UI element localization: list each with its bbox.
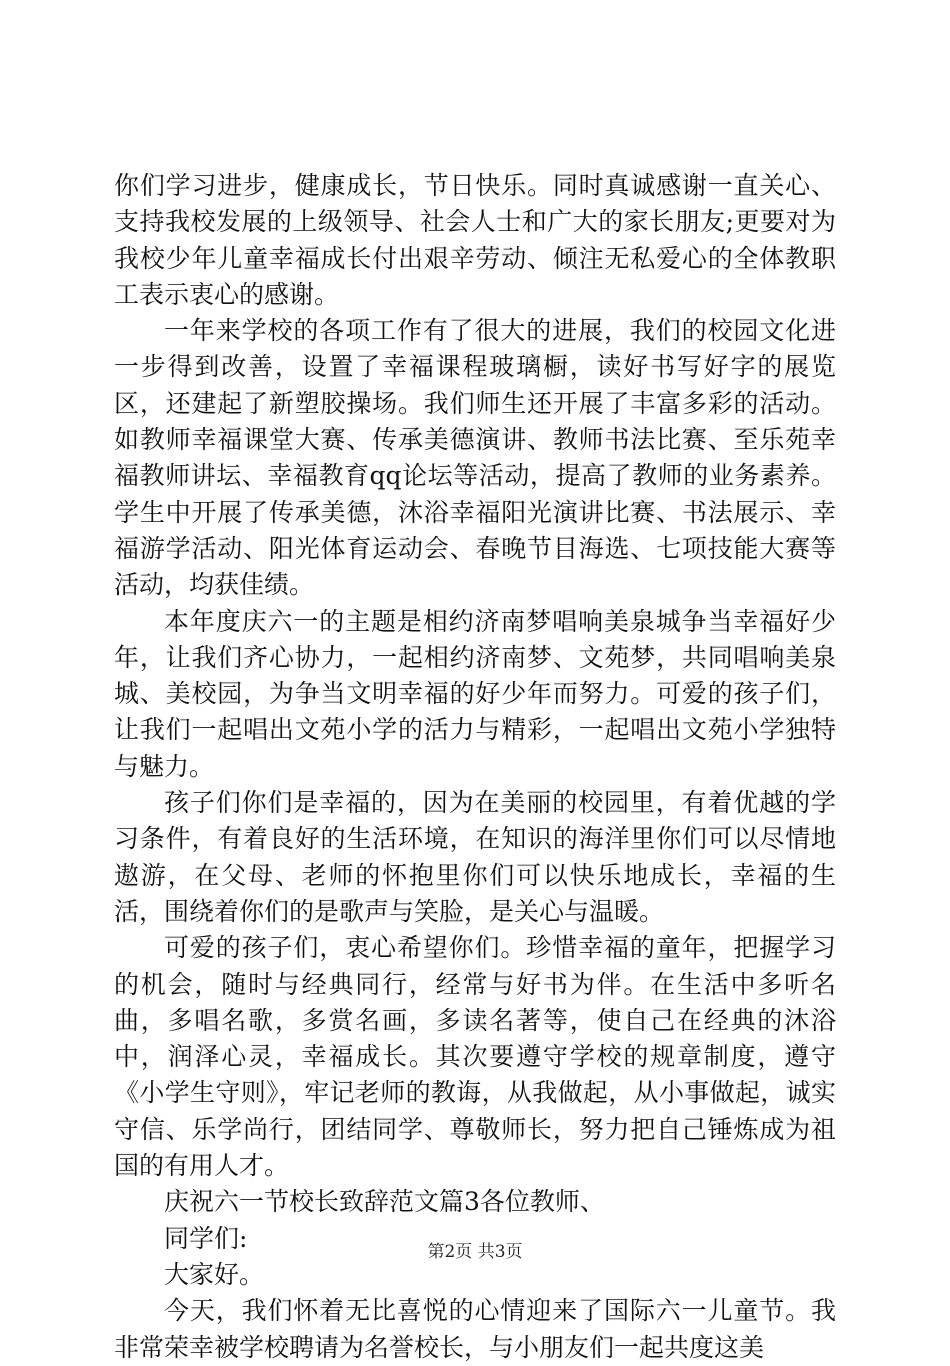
section-heading: 庆祝六一节校长致辞范文篇3各位教师、 [164,1187,605,1217]
paragraph-6: 今天，我们怀着无比喜悦的心情迎来了国际六一儿童节。我非常荣幸被学校聘请为名誉校长，与小朋友们一起共度这美 [114,1296,836,1362]
salutation-line: 同学们: [164,1223,248,1253]
paragraph-3: 本年度庆六一的主题是相约济南梦唱响美泉城争当幸福好少年，让我们齐心协力，一起相约济南梦、文苑梦，共同唱响美泉城、美校园，为争当文明幸福的好少年而努力。可爱的孩子们，让我们一起唱出文苑小学的活力与精彩，一起唱出文苑小学独特与魅力。 [114,606,836,781]
paragraph-5: 可爱的孩子们，衷心希望你们。珍惜幸福的童年，把握学习的机会，随时与经典同行，经常与好书为伴。在生活中多听名曲，多唱名歌，多赏名画，多读名著等，使自己在经典的沐浴中，润泽心灵，幸福成长。其次要遵守学校的规章制度，遵守《小学生守则》，牢记老师的教诲，从我做起，从小事做起，诚实守信、乐学尚行，团结同学、尊敬师长，努力把自己锤炼成为祖国的有用人才。 [114,933,836,1181]
document-body [114,168,836,1366]
paragraph-1: 你们学习进步，健康成长，节日快乐。同时真诚感谢一直关心、支持我校发展的上级领导、社会人士和广大的家长朋友;更要对为我校少年儿童幸福成长付出艰辛劳动、倾注无私爱心的全体教职工表示衷心的感谢。 [114,171,836,309]
paragraph-4: 孩子们你们是幸福的，因为在美丽的校园里，有着优越的学习条件，有着良好的生活环境，在知识的海洋里你们可以尽情地遨游，在父母、老师的怀抱里你们可以快乐地成长，幸福的生活，围绕着你们的是歌声与笑脸，是关心与温暖。 [114,788,836,926]
greeting-line: 大家好。 [164,1259,265,1289]
page-number-footer: 第2页 共3页 [427,1242,523,1262]
paragraph-2: 一年来学校的各项工作有了很大的进展，我们的校园文化进一步得到改善，设置了幸福课程玻璃橱，读好书写好字的展览区，还建起了新塑胶操场。我们师生还开展了丰富多彩的活动。如教师幸福课堂大赛、传承美德演讲、教师书法比赛、至乐苑幸福教师讲坛、幸福教育qq论坛等活动，提高了教师的业务素养。学生中开展了传承美德，沐浴幸福阳光演讲比赛、书法展示、幸福游学活动、阳光体育运动会、春晚节目海选、七项技能大赛等活动，均获佳绩。 [114,316,836,600]
